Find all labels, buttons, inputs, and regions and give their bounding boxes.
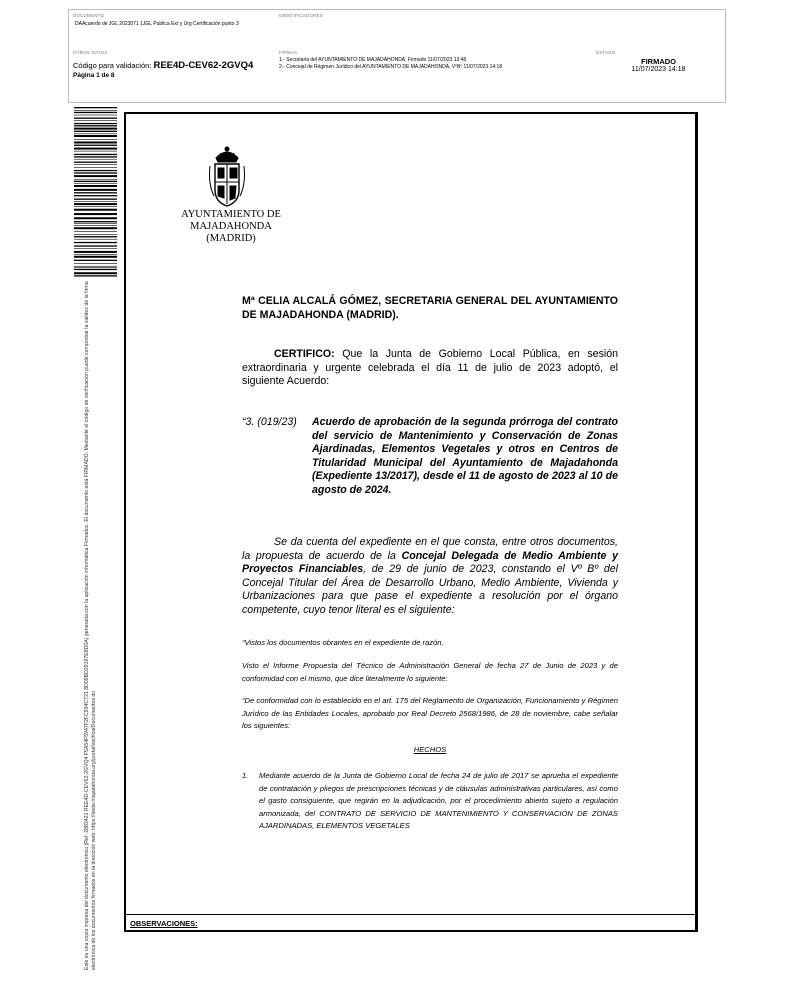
coat-of-arms-icon	[206, 144, 248, 210]
hechos-heading: HECHOS	[413, 745, 447, 754]
document-header	[68, 9, 726, 103]
expediente-paragraph	[242, 536, 618, 617]
para4-b: , de 29 de junio de 2023, constando el Vº Bº del Concejal Titular del Área de Desarrollo Urbano, Medio Ambiente, Vivienda y Urbanizaciones para que pase el expediente a resolución por el órgano competente, cuyo tenor literal es el siguiente:	[242, 563, 618, 616]
documento-cell	[69, 10, 275, 46]
vistos-paragraph: “Vistos los documentos obrantes en el expediente de razón.	[242, 638, 444, 647]
hechos-item-1-text: Mediante acuerdo de la Junta de Gobierno Local de fecha 24 de julio de 2017 se aprueba el expediente de contratación y pliegos de prescripciones técnicas y de cláusulas administrativas particulares, así como el gasto consiguiente, que regirán en la adjudicación, por el procedimiento abierto sujeto a regulación armonizada, del CONTRATO DE SERVICIO DE MANTENIMIENTO Y CONSERVACIÓN DE ZONAS AJARDINADAS, ELEMENTOS VEGETALES	[259, 771, 618, 830]
estado-label: ESTADO	[596, 50, 616, 55]
firmas-cell	[275, 46, 592, 102]
firmas-label: FIRMAS	[279, 50, 298, 55]
estado-cell	[592, 46, 725, 102]
agenda-item-title: Acuerdo de aprobación de la segunda prórroga del contrato del servicio de Mantenimiento y Conservación de Zonas Ajardinadas, Elementos Vegetales y otros en Centros de Titularidad Municipal del Ayuntamiento de Majadahonda (Expediente 13/2017), desde el 11 de agosto de 2023 al 10 de agosto de 2024.	[312, 416, 618, 496]
certifico-text: Que la Junta de Gobierno Local Pública, en sesión extraordinaria y urgente celebrada el día 11 de julio de 2023 adoptó, el siguiente Acuerdo:	[242, 348, 618, 387]
firma-1: 1.- Secretaria del AYUNTAMIENTO DE MAJADAHONDA. Firmado 11/07/2023 13:48	[279, 57, 467, 63]
para4-bold: Concejal Delegada de Medio Ambiente y Proyectos Financiables	[242, 549, 618, 575]
verification-side-text: Este es una copia impresa del documento electrónico (Ref: 2883421 REE4D-CEV62-2GVQ4 F5A54F5947F2FC934C721 8D09BD29197E8D0A) generada con la aplicación informática Firmadoc. El documento está FIRMADO. Mediante el código de verificación puede comprobar la validez de la firma electrónica de los documentos firmados en la dirección web: https://sede.majadahonda.org/portal/verificarDocumentos.do	[84, 281, 97, 970]
otros-datos-cell	[69, 46, 275, 102]
identificadores-label: IDENTIFICADORES	[279, 13, 324, 18]
certifico-label: CERTIFICO:	[274, 348, 335, 360]
agenda-item-number: “3. (019/23)	[242, 416, 297, 428]
barcode-icon	[74, 107, 117, 277]
otros-datos-label: OTROS DATOS	[73, 50, 108, 55]
conformidad-paragraph: “De conformidad con lo establecido en el art. 175 del Reglamento de Organización, Funcionamiento y Régimen Jurídico de las Entidades Locales, aprobado por Real Decreto 2568/1986, de 28 de noviembre, cabe señalar los siguientes:	[242, 696, 618, 730]
secretary-heading: Mª CELIA ALCALÁ GÓMEZ, SECRETARIA GENERAL DEL AYUNTAMIENTO DE MAJADAHONDA (MADRID).	[242, 295, 618, 321]
estado-date: 11/07/2023 14:18	[631, 66, 686, 73]
validation-prefix: Código para validación:	[73, 61, 152, 70]
city-line-1: AYUNTAMIENTO DE	[181, 209, 281, 220]
observaciones-label: OBSERVACIONES:	[124, 914, 698, 932]
page-info: Página 1 de 8	[73, 72, 115, 79]
city-name	[172, 209, 290, 245]
identificadores-cell	[275, 10, 725, 46]
hechos-item-1-number: 1.	[242, 771, 249, 780]
informe-paragraph: Visto el Informe Propuesta del Técnico de Administración General de fecha 27 de Junio de 2023 y de conformidad con el mismo, que dice literalmente lo siguiente:	[242, 661, 618, 683]
estado-block	[596, 57, 721, 73]
para4-a: Se da cuenta del expediente en el que consta, entre otros documentos, la propuesta de acuerdo de la	[242, 536, 618, 562]
validation-line	[73, 60, 271, 71]
agenda-item	[242, 416, 618, 497]
city-line-3: (MADRID)	[206, 233, 256, 244]
firma-2: 2.- Concejal de Régimen Jurídico del AYUNTAMIENTO DE MAJADAHONDA. VºBº 11/07/2023 14:18	[279, 63, 503, 70]
documento-text: DAAcuerdo de JGL 2023071 1JGL Publica Ext y Urg Certificación punto 3	[75, 21, 239, 27]
estado-value: FIRMADO	[641, 57, 676, 66]
certifico-paragraph	[242, 348, 618, 389]
validation-code[interactable]: REE4D-CEV62-2GVQ4	[153, 60, 254, 71]
hechos-item-1	[242, 770, 618, 833]
documento-label: DOCUMENTO	[73, 13, 105, 18]
city-line-2: MAJADAHONDA	[190, 221, 272, 232]
